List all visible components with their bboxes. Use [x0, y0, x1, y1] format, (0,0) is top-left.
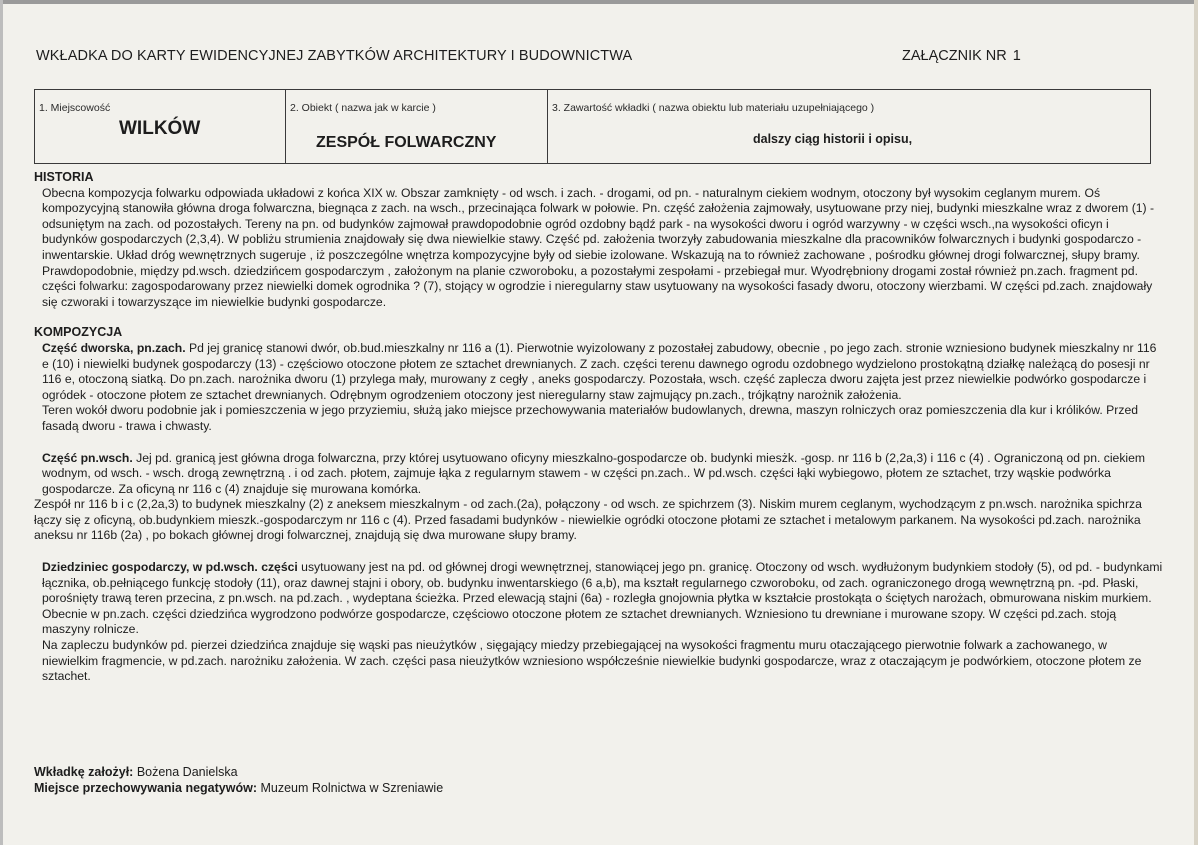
kompozycja-paragraph-6: Na zapleczu budynków pd. pierzei dziedzińca znajduje się wąski pas nieużytków , sięgający miedzy przebiegającej na wysokości fragmentu muru otaczającego pierwotnie folwark a zachowanego, w niewielkim fragmencie, w pd.zach. narożniku założenia. W zach. części pasa nieużytków wzniesiono współcześnie niewielkie budynki gospodarcze, wraz z otaczającym je podwórkiem, otoczone płotem ze sztachet. — [42, 638, 1142, 684]
spacer — [34, 544, 1164, 560]
object-value: ZESPÓŁ FOLWARCZNY — [316, 134, 497, 151]
part-heading-dziedziniec: Dziedziniec gospodarczy, w pd.wsch. części — [42, 560, 298, 575]
author-line — [34, 764, 443, 780]
part-heading-dworska: Część dworska, pn.zach. — [42, 340, 186, 355]
scan-edge-top — [0, 0, 1198, 4]
content-cell — [547, 90, 1150, 163]
place-cell — [35, 90, 285, 163]
place-label: 1. Miejscowość — [39, 102, 111, 114]
author-label: Wkładkę założył: — [34, 765, 134, 779]
kompozycja-paragraph-3 — [34, 451, 1164, 498]
scan-edge-right — [1194, 0, 1198, 845]
storage-line — [34, 780, 443, 796]
annex-label — [902, 48, 1021, 64]
document-title: WKŁADKA DO KARTY EWIDENCYJNEJ ZABYTKÓW ARCHITEKTURY I BUDOWNICTWA — [36, 48, 633, 64]
author-value: Bożena Danielska — [133, 765, 238, 779]
annex-number: 1 — [1012, 48, 1021, 64]
kompozycja-paragraph-1 — [34, 341, 1164, 403]
storage-value: Muzeum Rolnictwa w Szreniawie — [256, 781, 444, 795]
place-value: WILKÓW — [119, 118, 201, 139]
kompozycja-paragraph-2: Teren wokół dworu podobnie jak i pomieszczenia w jego przyziemiu, służą jako miejsce przechowywania materiałów budowlanych, drewna, maszyn rolniczych oraz pomieszczenia dla kur i królików. Przed fasadą dworu - trawa i chwasty. — [42, 403, 1139, 433]
scan-edge-left — [0, 0, 3, 845]
content-value: dalszy ciąg historii i opisu, — [753, 132, 913, 146]
spacer — [34, 310, 1164, 325]
object-cell — [285, 90, 547, 163]
annex-label-text: ZAŁĄCZNIK NR — [902, 48, 1007, 64]
paragraph-1-text: Pd jej granicę stanowi dwór, ob.bud.mieszkalny nr 116 a (1). Pierwotnie wyizolowany z pozostałej zabudowy, obecnie , po jego zach. stronie wzniesiono budynek mieszkalny nr 116 e (10) i niewielki budynek gospodarczy (13) - częściowo otoczone płotem ze sztachet drewnianych. Z zach. części terenu dawnego ogrodu ozdobnego wydzielono prostokątną działkę należącą do posesji nr 116 e, otoczoną siatką. Do pn.zach. narożnika dworu (1) przylega mały, murowany z cegły , aneks gospodarczy. Pozostała, wsch. część zaplecza dworu zajęta jest przez niewielkie podwórko gospodarcze i ogródek - otoczone płotem ze sztachet drewnianych. Odrębnym ogrodzeniem otoczony jest nieregularny staw zajmujący pn.zach., trójkątny narożnik założenia. — [42, 340, 1157, 402]
kompozycja-paragraph-4: Zespół nr 116 b i c (2,2a,3) to budynek mieszkalny (2) z aneksem mieszkalnym - od zach.(2a), połączony - od wsch. ze spichrzem (3). Niskim murem ceglanym, wychodzącym z pn.wsch. narożnika spichrza łączy się z oficyną, ob.budynkiem mieszk.-gospodarczym nr 116 c (4). Przed fasadami budynków - niewielkie ogródki otoczone płotami ze sztachet i metalowym parkanem. Na wysokości pd.zach. narożnika aneksu nr 116b (2a) , po bokach głównej drogi folwarcznej, znajdują się dwa murowane słupy bramy. — [34, 497, 1142, 543]
paragraph-5-text: usytuowany jest na pd. od głównej drogi wewnętrznej, stanowiącej jego pn. granicę. Otoczony od wsch. wydłużonym budynkiem stodoły (5), od pd. - budynkami łącznika, ob.pełniącego funkcję stodoły (11), oraz dawnej stajni i obory, ob. budynku inwentarskiego (6 a,b), ma kształt regularnego czworoboku, od zach. ograniczonego drogą wewnętrzną pn. -pd. Płaski, porośnięty trawą teren przecina, z pn.wsch. na pd.zach. , wydeptana ścieżka. Przed elewacją stajni (6a) - rozległa gnojownia płytka w kształcie prostokąta o ściętych narożach, obmurowana niskim murkiem. Obecnie w pn.zach. części dziedzińca wygrodzono podwórze gospodarcze, częściowo otoczone płotem ze sztachet drewnianych. Wzniesiono tu drewniane i murowane szopy. W części pd.zach. stoją maszyny rolnicze. — [42, 560, 1163, 637]
historia-paragraph: Obecna kompozycja folwarku odpowiada układowi z końca XIX w. Obszar zamknięty - od wsch. i zach. - drogami, od pn. - naturalnym ciekiem wodnym, otoczony był wysokim ceglanym murem. Oś kompozycyjną stanowiła główna droga folwarczna, biegnąca z zach. na wsch., przecinająca folwark w połowie. Pn. część założenia zajmowały, usytuowane przy niej, budynki mieszkalne wraz z dworem (1) - odsuniętym na zach. od pozostałych. Tereny na pn. od budynków zajmował prawdopodobnie ogród ozdobny bądź park - na wysokości dworu i ogród warzywny - w części wsch.,na wysokości oficyn i budynków gospodarczych (2,3,4). W pobliżu strumienia znajdowały się dwa niewielkie stawy. Część pd. założenia tworzyły zabudowania mieszkalne dla pracowników folwarcznych i budynki gospodarczo - inwentarskie. Układ dróg wewnętrznych sugeruje , iż poszczególne wnętrza kompozycyjne były od siebie izolowane. Wskazują na to również zachowane , pośrodku głównej drogi folwarcznej, słupy bramy. Prawdopodobnie, między pd.wsch. dziedzińcem gospodarczym , założonym na planie czworoboku, a pozostałymi zespołami - przebiegał mur. Wyodrębniony drogami został również pn.zach. fragment pd. części folwarku: zagospodarowany przez niewielki domek ogrodnika ? (7), stojący w ogrodzie i nieregularny staw usytuowany na wysokości fasady dworu, otoczony wierzbami. W części pd.zach. znajdowały się czworaki i towarzyszące im niewielkie budynki gospodarcze. — [42, 185, 1155, 309]
historia-heading: HISTORIA — [34, 170, 94, 184]
kompozycja-paragraph-5 — [34, 560, 1164, 638]
storage-label: Miejsce przechowywania negatywów: — [34, 781, 257, 795]
part-heading-pnwsch: Część pn.wsch. — [42, 450, 133, 465]
object-label: 2. Obiekt ( nazwa jak w karcie ) — [290, 102, 436, 114]
paragraph-3-text: Jej pd. granicą jest główna droga folwarczna, przy której usytuowano oficyny mieszkalno-gospodarcze ob. budynki miesżk. -gosp. nr 116 b (2,2a,3) i 116 c (4) . Ograniczoną od pn. ciekiem wodnym, od wsch. - wsch. drogą zewnętrzną . i od zach. płotem, zajmuje łąka z regularnym stawem - w części pn.zach.. W pd.wsch. części łąki wybiegowo, płotem ze sztachet, trzy wąskie podwórka gospodarcze. Za oficyną nr 116 c (4) znajduje się murowana komórka. — [42, 450, 1146, 496]
document-body — [34, 170, 1164, 685]
kompozycja-heading: KOMPOZYCJA — [34, 325, 123, 340]
header-fields-table — [34, 89, 1151, 164]
content-label: 3. Zawartość wkładki ( nazwa obiektu lub materiału uzupełniającego ) — [552, 102, 875, 114]
footer — [34, 764, 443, 796]
spacer — [34, 435, 1164, 451]
